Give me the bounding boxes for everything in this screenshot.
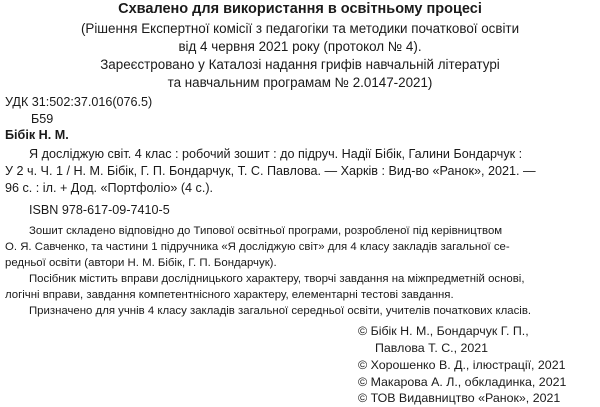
copyright-publisher: © ТОВ Видавництво «Ранок», 2021 (358, 391, 561, 405)
bibliographic-description-line-2: У 2 ч. Ч. 1 / Н. М. Бібік, Г. П. Бондарчук, Т. С. Павлова. — Харків : Вид-во «Ранок», 2021. — (5, 164, 536, 178)
author-heading: Бібік Н. М. (5, 128, 69, 142)
approval-line-4: та навчальним програмам № 2.0147-2021) (167, 75, 433, 90)
annotation-paragraph-3: Призначено для учнів 4 класу закладів загальної середньої освіти, учителів початкових класів. (29, 305, 532, 317)
isbn: ISBN 978-617-09-7410-5 (29, 203, 170, 217)
bbk-code: Б59 (31, 112, 54, 126)
approval-line-2: від 4 червня 2021 року (протокол № 4). (178, 39, 422, 54)
copyright-authors: © Бібік Н. М., Бондарчук Г. П., (358, 324, 529, 338)
annotation-paragraph-1-line-2: О. Я. Савченко, та частини 1 підручника «Я досліджую світ» для 4 класу закладів загальної се- (5, 241, 510, 253)
approval-line-3: Зареєстровано у Каталозі надання грифів навчальній літературі (100, 57, 500, 72)
copyright-illustrations: © Хорошенко В. Д., ілюстрації, 2021 (358, 358, 566, 372)
udk-code: УДК 31:502:37.016(076.5) (5, 95, 153, 109)
approval-line-1: (Рішення Експертної комісії з педагогіки та методики початкової освіти (80, 21, 520, 36)
annotation-paragraph-2-line-2: логічні вправи, завдання компетентнісного характеру, елементарні тестові завдання. (5, 289, 454, 301)
bibliographic-description-line-1: Я досліджую світ. 4 клас : робочий зошит : до підруч. Надії Бібік, Галини Бондарчук : (29, 147, 523, 161)
approval-title: Схвалено для використання в освітньому процесі (118, 1, 482, 17)
bibliographic-description-line-3: 96 с. : іл. + Дод. «Портфоліо» (4 с.). (5, 181, 214, 195)
annotation-paragraph-1-line-3: редньої освіти (автори Н. М. Бібік, Г. П. Бондарчук). (5, 257, 277, 269)
annotation-paragraph-1-line-1: Зошит складено відповідно до Типової освітньої програми, розробленої під керівництвом (29, 225, 503, 237)
copyright-authors-cont: Павлова Т. С., 2021 (375, 341, 489, 355)
copyright-cover: © Макарова А. Л., обкладинка, 2021 (358, 375, 567, 389)
annotation-paragraph-2-line-1: Посібник містить вправи дослідницького характеру, творчі завдання на міжпредметній основі, (29, 273, 525, 285)
